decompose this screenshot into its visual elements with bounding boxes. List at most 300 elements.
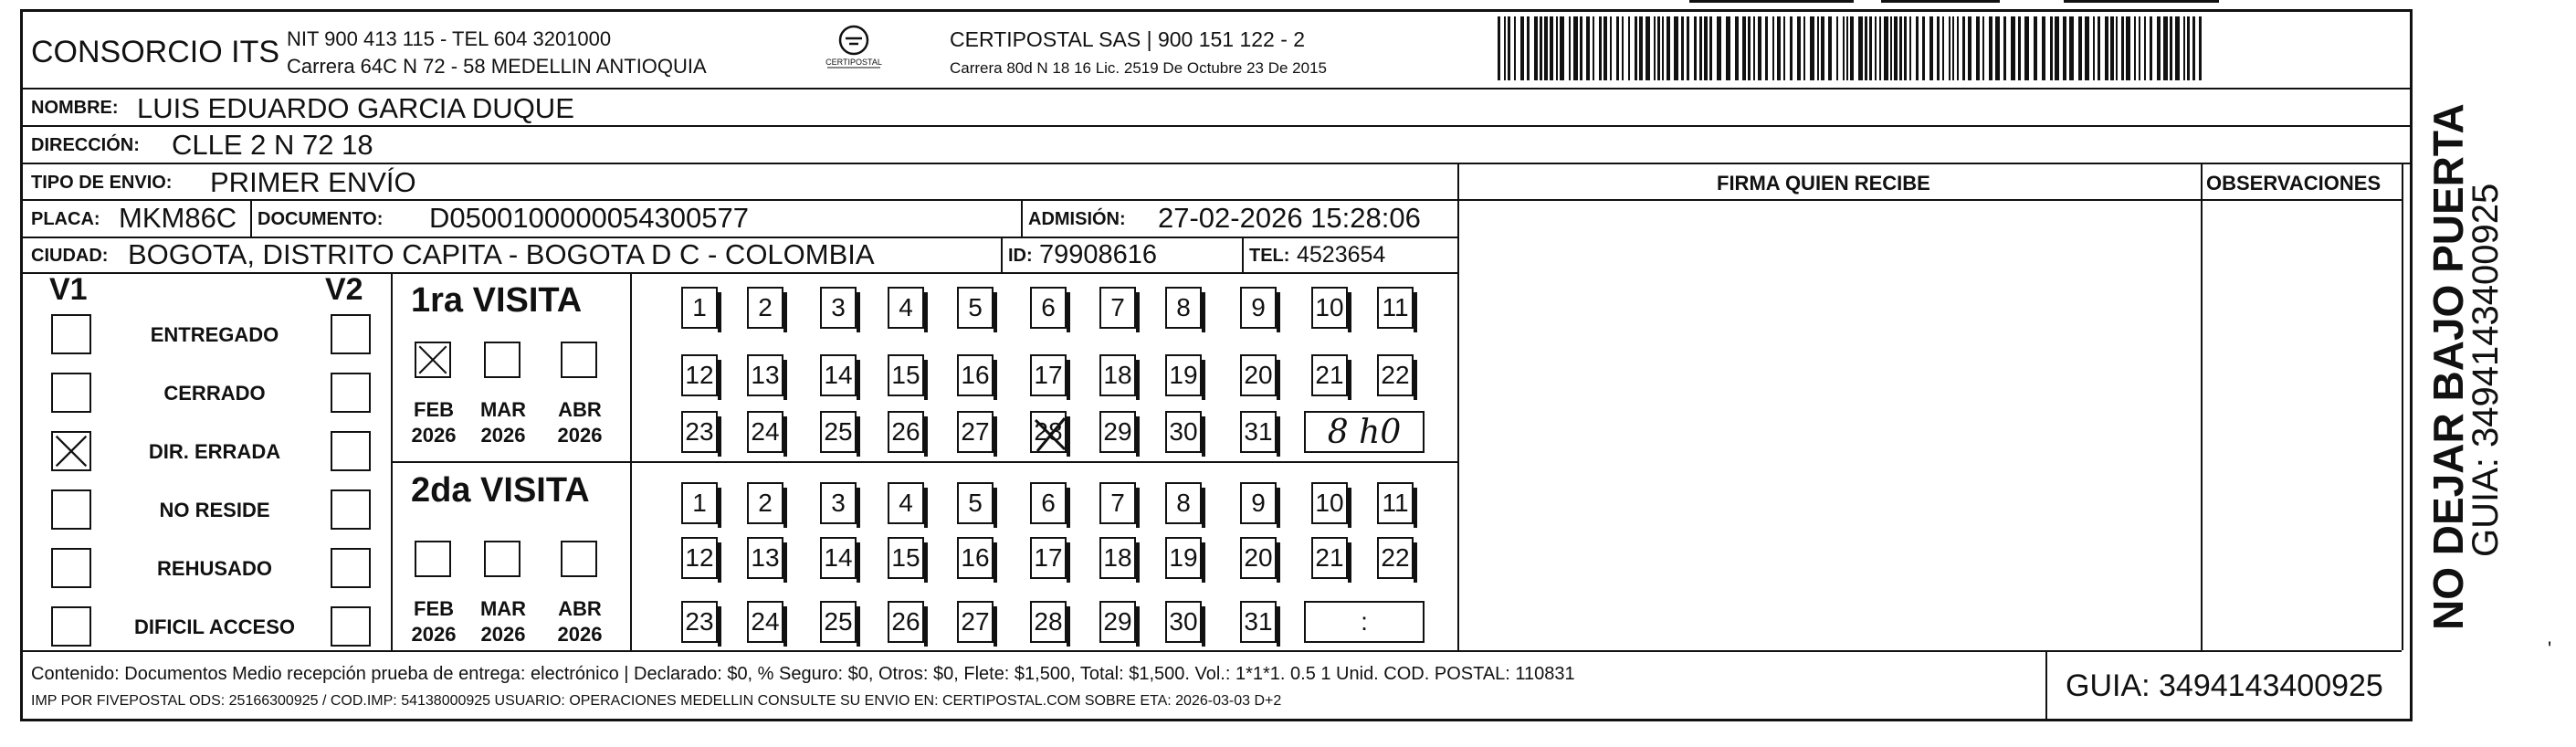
barcode-bar — [1846, 16, 1848, 80]
barcode-bar — [2183, 16, 2185, 80]
barcode-bar — [1875, 16, 1877, 80]
barcode-bar — [1514, 16, 1516, 80]
barcode-bar — [2055, 16, 2059, 80]
placa-value: MKM86C — [119, 202, 237, 234]
day-box[interactable] — [747, 601, 783, 643]
barcode-bar — [1527, 16, 1530, 80]
barcode-bar — [1869, 16, 1872, 80]
day-number: 2 — [758, 293, 773, 321]
barcode-bar — [1803, 16, 1805, 80]
barcode-bar — [1909, 16, 1911, 80]
day-box[interactable] — [820, 537, 857, 579]
barcode-bar — [2175, 16, 2180, 80]
day-number: 27 — [961, 607, 990, 636]
month-checkbox[interactable] — [415, 342, 451, 378]
day-box[interactable] — [1030, 287, 1067, 329]
status-v2-checkbox[interactable] — [331, 548, 371, 588]
day-box[interactable] — [1165, 537, 1202, 579]
day-number: 5 — [968, 293, 983, 321]
day-box[interactable] — [681, 287, 718, 329]
barcode-bar — [1952, 16, 1954, 80]
day-number: 24 — [751, 417, 780, 446]
barcode-bar — [2144, 16, 2146, 80]
day-box[interactable] — [747, 354, 783, 396]
day-number: 23 — [685, 417, 714, 446]
month-label: FEB — [414, 597, 454, 620]
day-number: 7 — [1110, 489, 1125, 517]
barcode-bar — [1821, 16, 1824, 80]
barcode-bar — [1681, 16, 1684, 80]
day-number: 29 — [1103, 607, 1132, 636]
barcode-bar — [1667, 16, 1670, 80]
direccion-label: DIRECCIÓN: — [31, 135, 140, 155]
day-box[interactable] — [1165, 354, 1202, 396]
day-number: 11 — [1382, 293, 1409, 321]
tipo-envio-label: TIPO DE ENVIO: — [31, 173, 173, 193]
day-number: 30 — [1169, 607, 1198, 636]
month-checkbox[interactable] — [484, 541, 520, 577]
barcode-bar — [1540, 16, 1542, 80]
barcode-bar — [2093, 16, 2095, 80]
day-box[interactable] — [1377, 537, 1414, 579]
barcode-bar — [2134, 16, 2136, 80]
day-box[interactable] — [888, 482, 924, 524]
day-box[interactable] — [1377, 354, 1414, 396]
barcode-bar — [2078, 16, 2082, 80]
status-label: CERRADO — [163, 382, 266, 405]
day-box[interactable] — [1240, 601, 1277, 643]
month-year: 2026 — [557, 424, 603, 447]
day-box[interactable] — [681, 482, 718, 524]
barcode-bar — [1742, 16, 1746, 80]
day-number: 31 — [1244, 607, 1273, 636]
barcode-bar — [1504, 16, 1506, 80]
day-box[interactable] — [747, 537, 783, 579]
day-box[interactable] — [1165, 287, 1202, 329]
day-box[interactable] — [1030, 354, 1067, 396]
barcode-bar — [2121, 16, 2124, 80]
day-number: 31 — [1244, 417, 1273, 446]
day-box[interactable] — [1099, 482, 1136, 524]
carrier-name: CERTIPOSTAL SAS | 900 151 122 - 2 — [950, 27, 1306, 51]
day-number: 4 — [899, 293, 913, 321]
day-number: 22 — [1381, 361, 1410, 389]
barcode-bar — [1603, 16, 1607, 80]
barcode-bar — [1639, 16, 1643, 80]
barcode-bar — [1850, 16, 1854, 80]
day-number: 4 — [899, 489, 913, 517]
day-box[interactable] — [1377, 287, 1414, 329]
second-visit-label: 2da VISITA — [411, 471, 590, 510]
day-box[interactable] — [957, 601, 994, 643]
day-box[interactable] — [820, 482, 857, 524]
company-address: Carrera 64C N 72 - 58 MEDELLIN ANTIOQUIA — [287, 55, 707, 78]
day-number: 19 — [1169, 361, 1198, 389]
day-number: 29 — [1103, 417, 1132, 446]
barcode-bar — [1534, 16, 1538, 80]
status-v2-checkbox[interactable] — [331, 606, 371, 647]
day-box[interactable] — [820, 287, 857, 329]
barcode-bar — [1922, 16, 1925, 80]
status-v2-checkbox[interactable] — [331, 314, 371, 354]
day-number: 14 — [824, 361, 853, 389]
barcode-bar — [2011, 16, 2015, 80]
carrier-address: Carrera 80d N 18 16 Lic. 2519 De Octubre 23 De 2015 — [950, 59, 1327, 77]
barcode-bar — [1717, 16, 1721, 80]
day-box[interactable] — [888, 601, 924, 643]
barcode-bar — [2110, 16, 2114, 80]
day-number: 5 — [968, 489, 983, 517]
barcode-bar — [2034, 16, 2037, 80]
month-checkbox[interactable] — [484, 342, 520, 378]
barcode-bar — [1758, 16, 1761, 80]
nombre-value: LUIS EDUARDO GARCIA DUQUE — [137, 92, 574, 124]
barcode-icon — [1498, 16, 2201, 80]
barcode-bar — [1569, 16, 1571, 80]
day-box[interactable] — [1240, 482, 1277, 524]
v1-label: V1 — [49, 272, 88, 307]
day-number: 26 — [891, 417, 920, 446]
day-number: 6 — [1041, 489, 1056, 517]
barcode-bar — [1916, 16, 1919, 80]
day-number: 10 — [1315, 293, 1344, 321]
month-checkbox[interactable] — [415, 541, 451, 577]
barcode-bar — [2085, 16, 2089, 80]
barcode-bar — [1968, 16, 1971, 80]
day-box[interactable] — [747, 287, 783, 329]
day-number: 22 — [1381, 543, 1410, 572]
day-number: 9 — [1251, 293, 1266, 321]
status-v2-checkbox[interactable] — [331, 431, 371, 471]
day-box[interactable] — [1099, 537, 1136, 579]
barcode-bar — [2163, 16, 2168, 80]
day-box[interactable] — [1240, 537, 1277, 579]
day-number: 12 — [685, 543, 714, 572]
barcode-bar — [2139, 16, 2140, 80]
barcode-bar — [2050, 16, 2053, 80]
barcode-bar — [1687, 16, 1689, 80]
day-number: 30 — [1169, 417, 1198, 446]
day-number: 21 — [1315, 543, 1344, 572]
day-number: 18 — [1103, 361, 1132, 389]
barcode-bar — [1573, 16, 1578, 80]
day-number: 24 — [751, 607, 780, 636]
company-name: CONSORCIO ITS — [31, 35, 280, 69]
day-number: 13 — [751, 543, 780, 572]
second-visit-time[interactable]: : — [1304, 601, 1425, 643]
barcode-bar — [2192, 16, 2195, 80]
status-label: NO RESIDE — [159, 499, 270, 521]
day-box[interactable] — [1240, 354, 1277, 396]
day-number: 27 — [961, 417, 990, 446]
barcode-bar — [1982, 16, 1984, 80]
day-box[interactable] — [1099, 354, 1136, 396]
day-number: 2 — [758, 489, 773, 517]
barcode-bar — [1593, 16, 1594, 80]
day-box[interactable] — [820, 354, 857, 396]
day-number: 26 — [891, 607, 920, 636]
admision-label: ADMISIÓN: — [1028, 209, 1126, 229]
barcode-bar — [1836, 16, 1838, 80]
day-number: 25 — [824, 607, 853, 636]
barcode-bar — [1995, 16, 2000, 80]
day-box[interactable] — [1099, 601, 1136, 643]
barcode-bar — [2018, 16, 2021, 80]
company-nit-tel: NIT 900 413 115 - TEL 604 3201000 — [287, 27, 612, 50]
day-box[interactable] — [1030, 537, 1067, 579]
day-box[interactable] — [747, 482, 783, 524]
day-box[interactable] — [1311, 287, 1348, 329]
day-number: 8 — [1176, 293, 1191, 321]
barcode-bar — [1704, 16, 1708, 80]
barcode-bar — [1580, 16, 1582, 80]
barcode-bar — [1843, 16, 1845, 80]
day-box[interactable] — [681, 354, 718, 396]
barcode-bar — [1962, 16, 1965, 80]
day-box[interactable] — [1030, 601, 1067, 643]
day-box[interactable] — [681, 411, 718, 453]
day-number: 15 — [891, 361, 920, 389]
barcode-bar — [1937, 16, 1940, 80]
day-box[interactable] — [681, 537, 718, 579]
day-box[interactable] — [747, 411, 783, 453]
barcode-bar — [2126, 16, 2130, 80]
barcode-bar — [1828, 16, 1832, 80]
barcode-bar — [2024, 16, 2029, 80]
barcode-bar — [1498, 16, 1500, 80]
barcode-bar — [2063, 16, 2066, 80]
barcode-bar — [2105, 16, 2108, 80]
day-number: 3 — [831, 293, 846, 321]
barcode-bar — [1726, 16, 1730, 80]
month-year: 2026 — [411, 623, 457, 646]
day-box[interactable] — [957, 354, 994, 396]
barcode-bar — [2003, 16, 2006, 80]
day-box[interactable] — [957, 482, 994, 524]
barcode-bar — [1616, 16, 1619, 80]
day-box[interactable] — [1240, 287, 1277, 329]
nombre-label: NOMBRE: — [31, 98, 119, 118]
ciudad-value: BOGOTA, DISTRITO CAPITA - BOGOTA D C - COLOMBIA — [128, 238, 875, 270]
day-box[interactable] — [681, 601, 718, 643]
month-label: MAR — [479, 597, 527, 620]
day-number: 3 — [831, 489, 846, 517]
status-v2-checkbox[interactable] — [331, 373, 371, 413]
day-box[interactable] — [1030, 482, 1067, 524]
v2-label: V2 — [325, 272, 363, 307]
barcode-bar — [1622, 16, 1624, 80]
barcode-bar — [1899, 16, 1902, 80]
barcode-bar — [1753, 16, 1755, 80]
day-box[interactable] — [1311, 537, 1348, 579]
first-visit-label: 1ra VISITA — [411, 281, 583, 320]
day-box[interactable] — [957, 537, 994, 579]
barcode-bar — [1942, 16, 1944, 80]
day-number: 12 — [685, 361, 714, 389]
month-year: 2026 — [480, 623, 526, 646]
barcode-bar — [1508, 16, 1510, 80]
month-label: ABR — [558, 597, 602, 620]
barcode-bar — [1894, 16, 1898, 80]
day-box[interactable] — [1311, 354, 1348, 396]
footer-guia: GUIA: 3494143400925 — [2066, 668, 2383, 703]
status-label: REHUSADO — [157, 557, 272, 580]
barcode-bar — [1556, 16, 1558, 80]
barcode-bar — [1628, 16, 1630, 80]
barcode-bar — [1797, 16, 1801, 80]
month-label: FEB — [414, 398, 454, 421]
day-number: 18 — [1103, 543, 1132, 572]
day-box[interactable] — [957, 287, 994, 329]
day-number: 7 — [1110, 293, 1125, 321]
tel-label: TEL: — [1249, 246, 1290, 266]
barcode-bar — [1560, 16, 1564, 80]
day-number: 23 — [685, 607, 714, 636]
day-number: 16 — [961, 361, 990, 389]
logo-text: CERTIPOSTAL — [825, 58, 882, 67]
day-box[interactable] — [1165, 482, 1202, 524]
day-box[interactable] — [1240, 411, 1277, 453]
barcode-bar — [1976, 16, 1980, 80]
barcode-bar — [1586, 16, 1590, 80]
barcode-bar — [2150, 16, 2152, 80]
month-checkbox[interactable] — [561, 342, 597, 378]
day-number: 1 — [692, 489, 707, 517]
day-number: 9 — [1251, 489, 1266, 517]
barcode-bar — [1699, 16, 1702, 80]
day-number: 20 — [1244, 361, 1273, 389]
barcode-bar — [1865, 16, 1867, 80]
barcode-bar — [1783, 16, 1785, 80]
observaciones-label: OBSERVACIONES — [2206, 172, 2381, 195]
barcode-bar — [2069, 16, 2074, 80]
barcode-bar — [2187, 16, 2190, 80]
day-box[interactable] — [888, 287, 924, 329]
documento-label: DOCUMENTO: — [258, 209, 384, 229]
day-number: 25 — [824, 417, 853, 446]
day-box[interactable] — [820, 601, 857, 643]
id-value: 79908616 — [1039, 240, 1158, 269]
day-number: 21 — [1315, 361, 1344, 389]
day-box[interactable] — [1377, 482, 1414, 524]
barcode-bar — [1790, 16, 1793, 80]
month-year: 2026 — [480, 424, 526, 447]
month-checkbox[interactable] — [561, 541, 597, 577]
barcode-bar — [1657, 16, 1660, 80]
barcode-bar — [1654, 16, 1656, 80]
barcode-bar — [1662, 16, 1664, 80]
day-number: 16 — [961, 543, 990, 572]
barcode-bar — [2116, 16, 2118, 80]
barcode-bar — [2042, 16, 2045, 80]
barcode-bar — [1674, 16, 1678, 80]
day-number: 19 — [1169, 543, 1198, 572]
side-guia: GUIA: 3494143400925 — [2466, 183, 2506, 557]
barcode-bar — [1904, 16, 1907, 80]
tel-value: 4523654 — [1297, 242, 1386, 268]
barcode-bar — [1544, 16, 1548, 80]
barcode-bar — [1748, 16, 1751, 80]
day-box[interactable] — [888, 354, 924, 396]
barcode-bar — [1599, 16, 1602, 80]
day-box[interactable] — [1030, 411, 1067, 453]
barcode-bar — [2170, 16, 2172, 80]
day-box[interactable] — [1311, 482, 1348, 524]
barcode-bar — [1957, 16, 1959, 80]
day-number: 11 — [1382, 489, 1409, 517]
barcode-bar — [1884, 16, 1888, 80]
day-number: 13 — [751, 361, 780, 389]
barcode-bar — [2098, 16, 2100, 80]
day-number: 17 — [1034, 543, 1063, 572]
status-label: DIR. ERRADA — [148, 440, 281, 463]
month-year: 2026 — [411, 424, 457, 447]
day-number: 20 — [1244, 543, 1273, 572]
day-number: 28 — [1034, 417, 1063, 446]
direccion-value: CLLE 2 N 72 18 — [172, 129, 373, 161]
barcode-bar — [1989, 16, 1992, 80]
certipostal-logo — [822, 22, 886, 80]
first-visit-time[interactable]: 8 h0 — [1304, 411, 1425, 453]
barcode-bar — [1879, 16, 1881, 80]
footer-contenido: Contenido: Documentos Medio recepción prueba de entrega: electrónico | Declarado: $0, % Seguro: $0, Otros: $0, Flete: $1,500, Total: $1,500. Vol.: 1*1*1. 0.5 1 Unid. COD. POSTAL: 110831 — [31, 664, 1575, 684]
day-number: 8 — [1176, 489, 1191, 517]
month-year: 2026 — [557, 623, 603, 646]
barcode-bar — [1765, 16, 1768, 80]
ciudad-label: CIUDAD: — [31, 246, 109, 266]
month-label: MAR — [479, 398, 527, 421]
day-box[interactable] — [1099, 287, 1136, 329]
barcode-bar — [1810, 16, 1814, 80]
barcode-bar — [1520, 16, 1524, 80]
barcode-bar — [1645, 16, 1650, 80]
barcode-bar — [1610, 16, 1612, 80]
firma-label: FIRMA QUIEN RECIBE — [1717, 172, 1930, 195]
barcode-bar — [1694, 16, 1697, 80]
barcode-bar — [1550, 16, 1553, 80]
day-box[interactable] — [1165, 601, 1202, 643]
footer-imp: IMP POR FIVEPOSTAL ODS: 25166300925 / COD.IMP: 54138000925 USUARIO: OPERACIONES MEDELLIN CONSULTE SU ENVIO EN: CERTIPOSTAL.COM SOBRE ETA: 2026-03-03 D+2 — [31, 693, 1282, 709]
day-number: 1 — [692, 293, 707, 321]
barcode-bar — [2157, 16, 2161, 80]
barcode-bar — [1929, 16, 1933, 80]
barcode-bar — [1735, 16, 1739, 80]
barcode-bar — [1817, 16, 1819, 80]
day-box[interactable] — [888, 537, 924, 579]
day-number: 28 — [1034, 607, 1063, 636]
day-box[interactable] — [888, 411, 924, 453]
barcode-bar — [1772, 16, 1774, 80]
day-number: 10 — [1315, 489, 1344, 517]
day-box[interactable] — [957, 411, 994, 453]
day-number: 14 — [824, 543, 853, 572]
status-v2-checkbox[interactable] — [331, 489, 371, 530]
id-label: ID: — [1008, 246, 1033, 266]
placa-label: PLACA: — [31, 209, 100, 229]
barcode-bar — [1890, 16, 1892, 80]
day-box[interactable] — [820, 411, 857, 453]
barcode-bar — [1709, 16, 1712, 80]
day-box[interactable] — [1165, 411, 1202, 453]
barcode-bar — [1635, 16, 1637, 80]
documento-value: D0500100000054300577 — [429, 202, 749, 234]
day-box[interactable] — [1099, 411, 1136, 453]
barcode-bar — [1949, 16, 1950, 80]
status-label: ENTREGADO — [150, 323, 279, 346]
tipo-envio-value: PRIMER ENVÍO — [210, 166, 416, 198]
day-number: 17 — [1034, 361, 1063, 389]
barcode-bar — [1777, 16, 1781, 80]
